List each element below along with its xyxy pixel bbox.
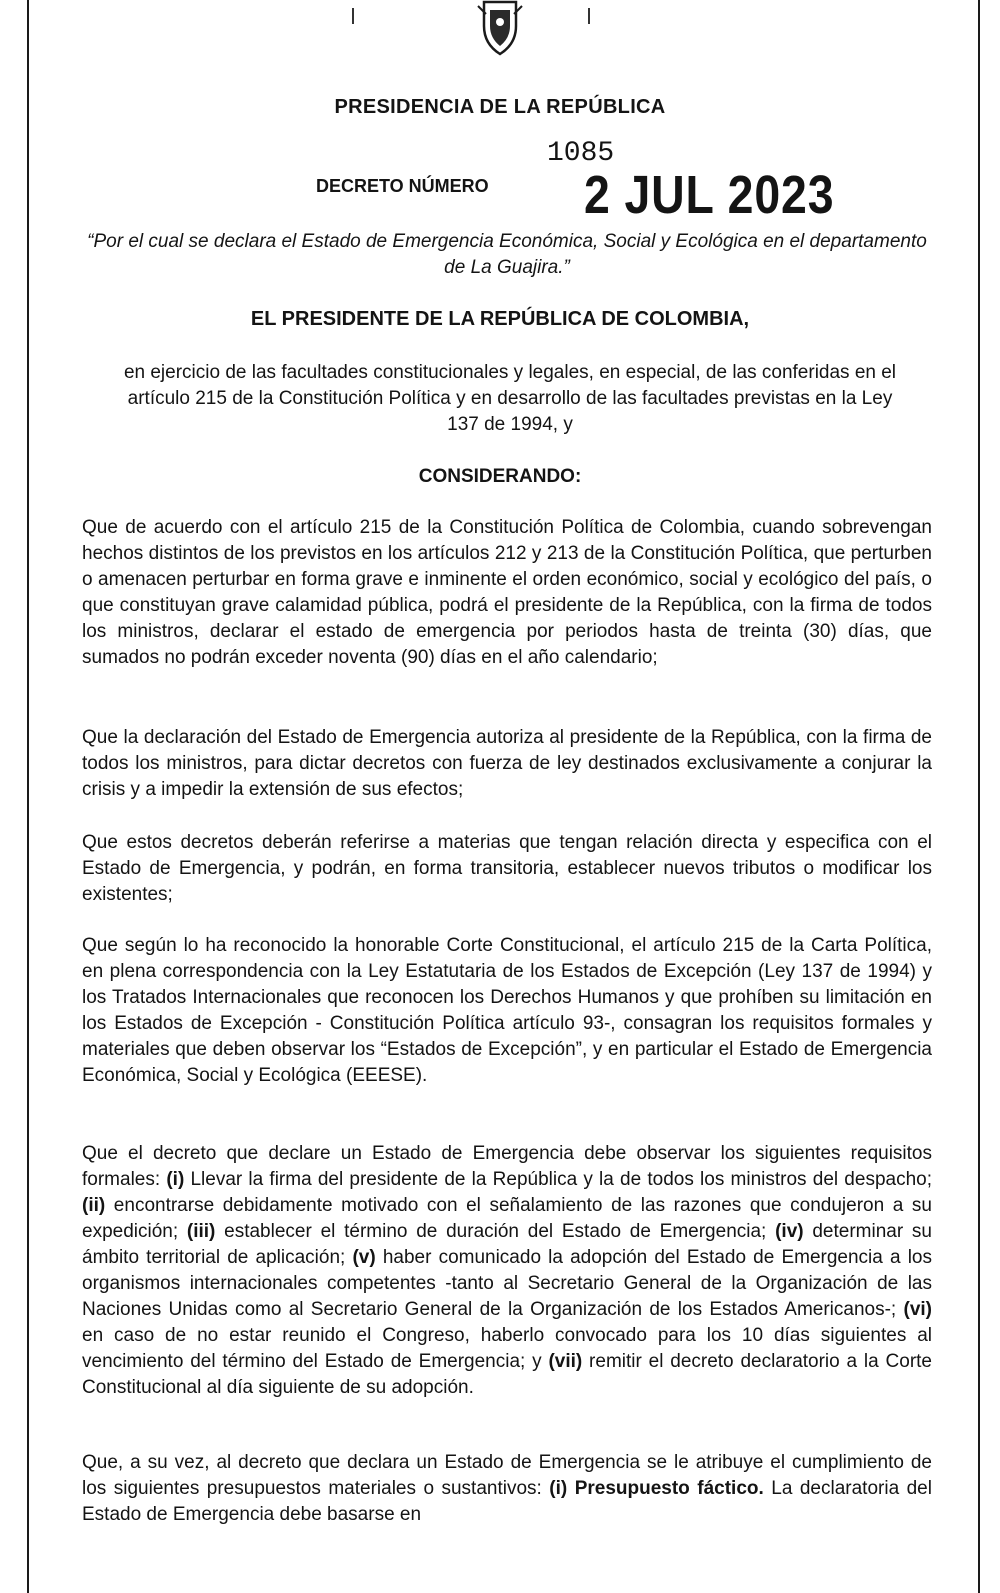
paragraph: Que la declaración del Estado de Emergencia autoriza al presidente de la República, con la firma de todos los ministros, para dictar decretos con fuerza de ley destinados exclusivamente a conjurar la crisis y a impedir la extensión de sus efectos; xyxy=(82,727,932,800)
paragraph-text: encontrarse debidamente motivado con el señalamiento de las razones que condujeron a su expedición; xyxy=(82,1195,932,1242)
paragraph: Que de acuerdo con el artículo 215 de la Constitución Política de Colombia, cuando sobrevengan hechos distintos de los previstos en los artículos 212 y 213 de la Constitución Política, que perturben o amenacen perturbar en forma grave e inminente el orden económico, social y ecológico del país, o que constituyan grave calamidad pública, podrá el presidente de la República, con la firma de todos los ministros, declarar el estado de emergencia por periodos hasta de treinta (30) días, que sumados no podrán exceder noventa (90) días en el año calendario; xyxy=(82,517,932,668)
decree-label: DECRETO NÚMERO xyxy=(316,176,489,196)
bold-term: (i) Presupuesto fáctico. xyxy=(549,1478,764,1499)
considerando-heading: CONSIDERANDO: xyxy=(418,466,582,487)
page-border-left xyxy=(27,0,29,1593)
paragraph-formal-requirements xyxy=(82,1141,932,1401)
coat-of-arms-icon xyxy=(476,0,524,56)
paragraph-text: remitir el decreto declaratorio a la Corte Constitucional al día siguiente de su adopción. xyxy=(82,1351,932,1398)
list-marker: (vi) xyxy=(903,1299,932,1320)
paragraph-text: determinar su ámbito territorial de aplicación; xyxy=(82,1221,932,1268)
president-heading: EL PRESIDENTE DE LA REPÚBLICA DE COLOMBIA, xyxy=(250,308,750,330)
decree-number: 1085 xyxy=(547,138,615,169)
paragraph-text: establecer el término de duración del Estado de Emergencia; xyxy=(215,1221,776,1242)
list-marker: (vii) xyxy=(548,1351,583,1372)
list-marker: (i) xyxy=(166,1169,185,1190)
powers-statement: en ejercicio de las facultades constitucionales y legales, en especial, de las conferidas en el artículo 215 de la Constitución Política y en desarrollo de las facultades previstas en la Ley 137 de 1994, y xyxy=(123,362,897,435)
paragraph-text: haber comunicado la adopción del Estado de Emergencia a los organismos internacionales competentes -tanto al Secretario General de la Organización de las Naciones Unidas como al Secretario General de la Organización de los Estados Americanos-; xyxy=(82,1247,932,1320)
scan-mark xyxy=(588,8,590,24)
paragraph-text: Que el decreto que declare un Estado de Emergencia debe observar los siguientes requisitos formales: xyxy=(82,1143,932,1190)
paragraph-text: en caso de no estar reunido el Congreso, haberlo convocado para los 10 días siguientes al vencimiento del término del Estado de Emergencia; y xyxy=(82,1325,932,1372)
paragraph-material-requirements xyxy=(82,1450,932,1528)
list-marker: (v) xyxy=(352,1247,376,1268)
issuer-title: PRESIDENCIA DE LA REPÚBLICA xyxy=(334,96,666,118)
paragraph-text: La declaratoria del Estado de Emergencia debe basarse en xyxy=(82,1478,932,1525)
list-marker: (iii) xyxy=(186,1221,216,1242)
list-marker: (ii) xyxy=(82,1195,106,1216)
paragraph: Que estos decretos deberán referirse a materias que tengan relación directa y especifica con el Estado de Emergencia, y podrán, en forma transitoria, establecer nuevos tributos o modificar los existentes; xyxy=(82,832,932,905)
list-marker: (iv) xyxy=(775,1221,804,1242)
page-border-right xyxy=(978,0,980,1593)
paragraph: Que según lo ha reconocido la honorable Corte Constitucional, el artículo 215 de la Carta Política, en plena correspondencia con la Ley Estatutaria de los Estados de Excepción (Ley 137 de 1994) y los Tratados Internacionales que reconocen los Derechos Humanos y que prohíben su limitación en los Estados de Excepción - Constitución Política artículo 93-, consagran los requisitos formales y materiales que deben observar los “Estados de Excepción”, y en particular el Estado de Emergencia Económica, Social y Ecológica (EEESE). xyxy=(82,935,932,1086)
paragraph-text: Llevar la firma del presidente de la República y la de todos los ministros del despacho; xyxy=(184,1169,932,1190)
decree-date-stamp: 2 JUL 2023 xyxy=(584,165,835,225)
paragraph-text: Que, a su vez, al decreto que declara un Estado de Emergencia se le atribuye el cumplimiento de los siguientes presupuestos materiales o sustantivos: xyxy=(82,1452,932,1499)
scan-mark xyxy=(352,8,354,24)
decree-subtitle: “Por el cual se declara el Estado de Emergencia Económica, Social y Ecológica en el departamento de La Guajira.” xyxy=(87,231,927,278)
